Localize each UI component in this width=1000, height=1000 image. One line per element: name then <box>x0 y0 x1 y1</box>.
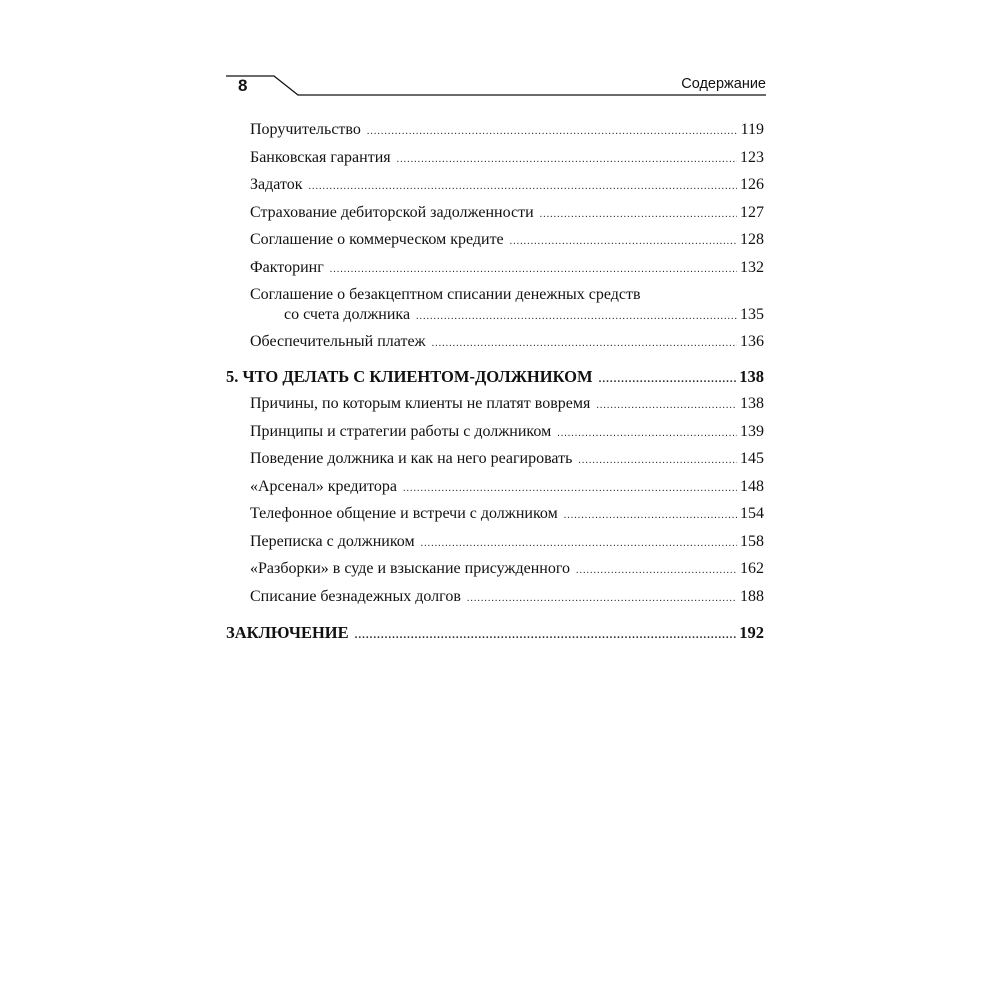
toc-chapter-page: 192 <box>739 623 764 642</box>
toc-entry-page: 119 <box>740 121 764 138</box>
dot-leader <box>432 334 737 354</box>
toc-entry-title-continuation: со счета должника <box>284 306 411 323</box>
dot-leader <box>403 479 737 499</box>
toc-entry-page: 162 <box>740 560 764 577</box>
dot-leader <box>467 589 737 609</box>
dot-leader <box>596 396 737 416</box>
dot-leader <box>578 451 737 471</box>
table-of-contents <box>226 120 764 651</box>
toc-entry-page: 154 <box>740 505 764 522</box>
page-number: 8 <box>238 76 248 95</box>
toc-entry-title: Соглашение о коммерческом кредите <box>250 231 504 248</box>
dot-leader <box>540 205 737 225</box>
toc-entry-title: Страхование дебиторской задолженности <box>250 203 534 221</box>
dot-leader <box>557 424 737 444</box>
dot-leader <box>367 122 738 142</box>
toc-entry-title: Факторинг <box>250 258 324 276</box>
toc-entry-title: Поручительство <box>250 121 361 138</box>
toc-conclusion[interactable] <box>226 623 764 651</box>
toc-entry-page: 128 <box>740 231 764 248</box>
dot-leader <box>355 625 737 645</box>
toc-entry-title: Задаток <box>250 176 303 193</box>
dot-leader <box>510 232 737 252</box>
dot-leader <box>330 260 737 280</box>
running-header <box>226 72 766 102</box>
toc-entry-multiline[interactable] <box>226 285 764 332</box>
toc-entry-title: «Разборки» в суде и взыскание присужденного <box>250 560 571 577</box>
toc-entry-title: Поведение должника и как на него реагировать <box>250 450 573 467</box>
toc-entry[interactable] <box>226 449 764 477</box>
toc-entry[interactable] <box>226 120 764 148</box>
toc-entry-title: «Арсенал» кредитора <box>250 477 397 495</box>
dot-leader <box>309 177 738 197</box>
toc-entry-page: 135 <box>740 306 764 323</box>
toc-entry-title: Переписка с должником <box>250 532 415 550</box>
toc-entry-page: 139 <box>740 422 764 440</box>
toc-entry[interactable] <box>226 477 764 505</box>
toc-chapter[interactable] <box>226 367 764 395</box>
toc-entry-title: Обеспечительный платеж <box>250 333 426 350</box>
toc-entry[interactable] <box>226 230 764 258</box>
toc-entry-title: Телефонное общение и встречи с должником <box>250 505 558 522</box>
running-title: Содержание <box>681 76 766 92</box>
toc-entry-page: 148 <box>740 477 764 495</box>
toc-entry[interactable] <box>226 559 764 587</box>
toc-entry[interactable] <box>226 504 764 532</box>
toc-entry[interactable] <box>226 203 764 231</box>
toc-entry-page: 145 <box>740 450 764 467</box>
toc-entry[interactable] <box>226 175 764 203</box>
toc-chapter-page: 138 <box>739 366 764 386</box>
dot-leader <box>397 150 737 170</box>
toc-chapter-title: ЗАКЛЮЧЕНИЕ <box>226 623 349 642</box>
toc-entry[interactable] <box>226 332 764 360</box>
toc-chapter-title: 5. ЧТО ДЕЛАТЬ С КЛИЕНТОМ-ДОЛЖНИКОМ <box>226 366 593 386</box>
dot-leader <box>576 561 737 581</box>
toc-entry[interactable] <box>226 148 764 176</box>
toc-entry[interactable] <box>226 258 764 286</box>
toc-entry-page: 127 <box>740 203 764 221</box>
toc-entry-page: 138 <box>740 395 764 412</box>
toc-entry-title: Банковская гарантия <box>250 148 391 166</box>
toc-entry-page: 188 <box>740 587 764 605</box>
toc-entry[interactable] <box>226 422 764 450</box>
toc-entry[interactable] <box>226 532 764 560</box>
dot-leader <box>421 534 737 554</box>
dot-leader <box>564 506 737 526</box>
toc-entry-page: 123 <box>740 148 764 166</box>
toc-entry-page: 126 <box>740 176 764 193</box>
toc-entry-title: Соглашение о безакцептном списании денежных средств <box>250 286 641 303</box>
toc-entry-page: 136 <box>740 333 764 350</box>
dot-leader <box>416 307 737 327</box>
toc-entry-page: 158 <box>740 532 764 550</box>
toc-entry-title: Причины, по которым клиенты не платят вовремя <box>250 395 591 412</box>
toc-entry-title: Принципы и стратегии работы с должником <box>250 422 552 440</box>
toc-entry-title: Списание безнадежных долгов <box>250 587 461 605</box>
toc-entry-page: 132 <box>740 258 764 276</box>
toc-entry[interactable] <box>226 394 764 422</box>
toc-entry[interactable] <box>226 587 764 615</box>
dot-leader <box>599 369 737 389</box>
